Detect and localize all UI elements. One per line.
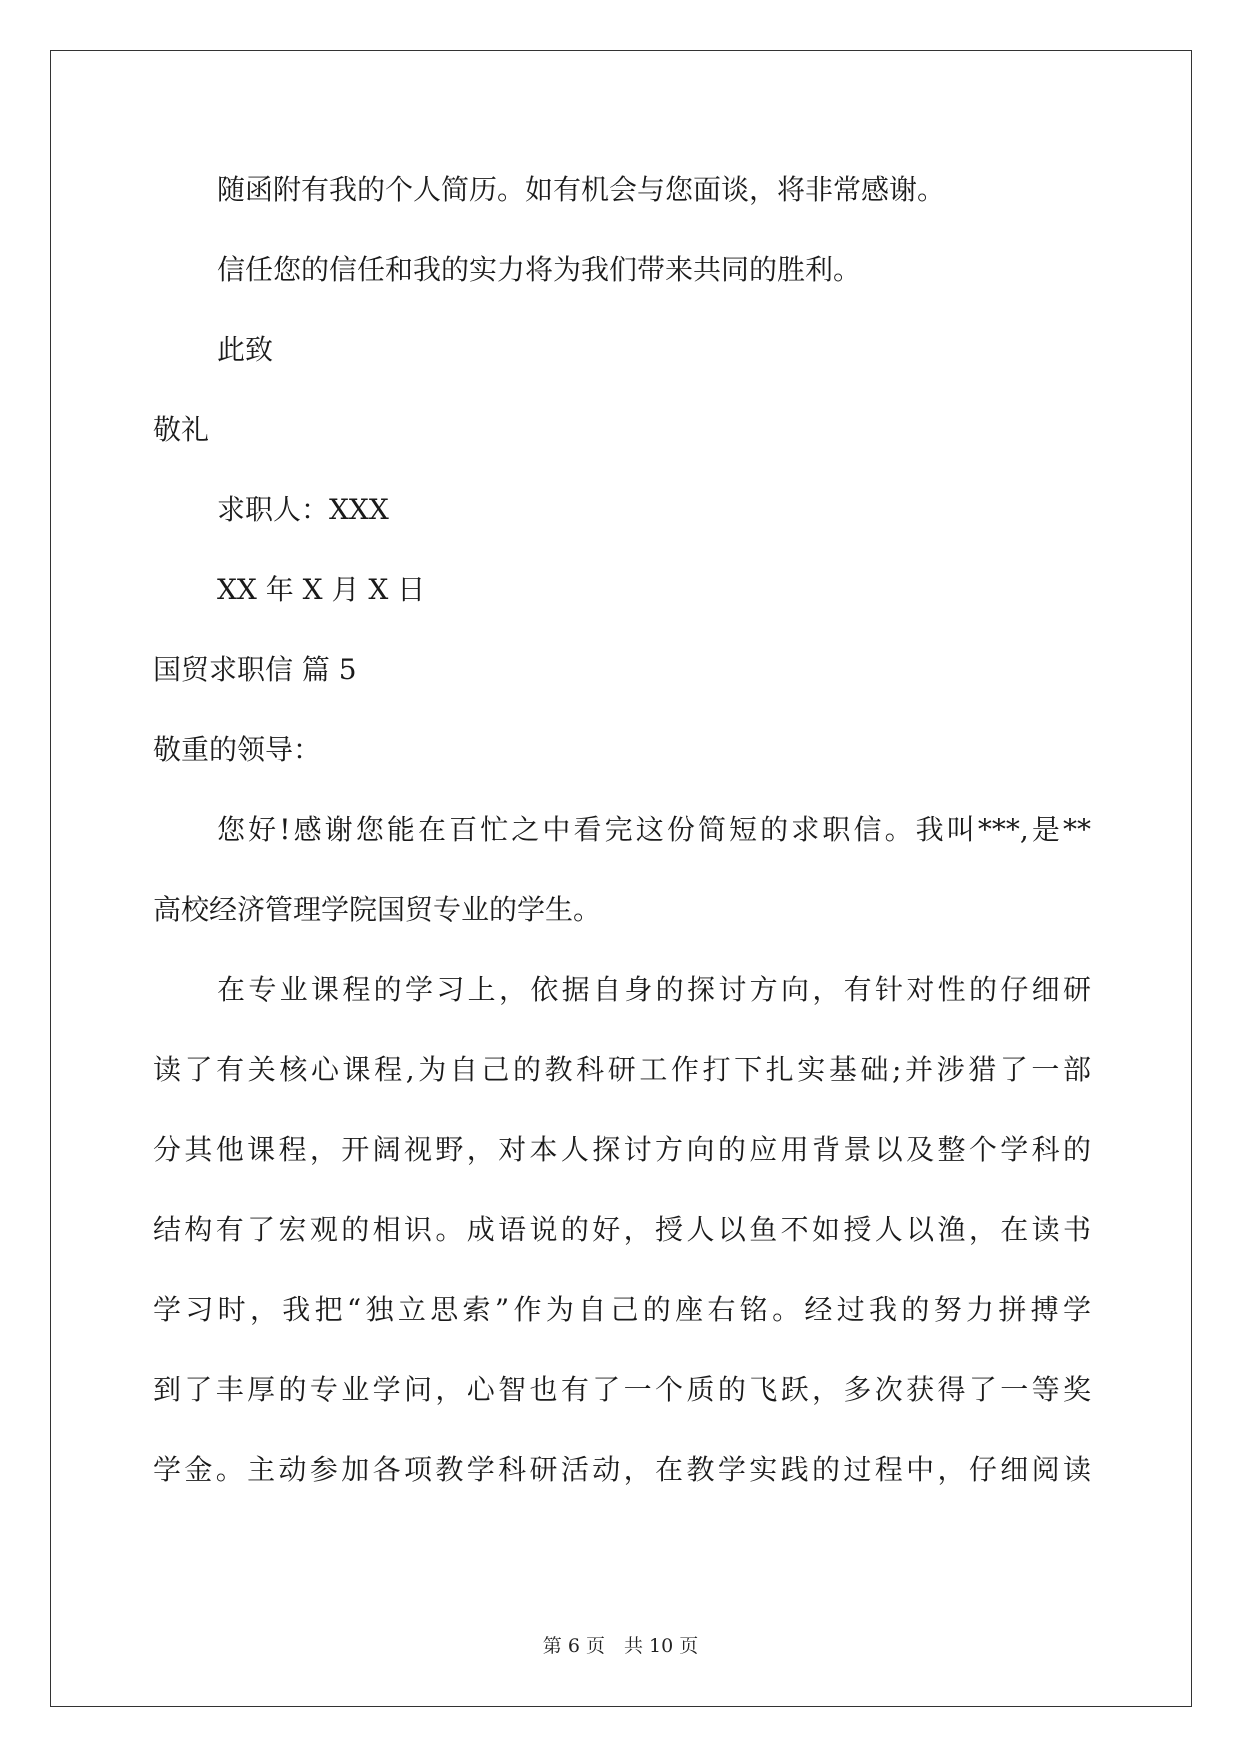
letter-greeting: 敬重的领导：	[153, 733, 322, 766]
intro-paragraph-line: 高校经济管理学院国贸专业的学生。	[153, 893, 602, 926]
study-paragraph-line: 学习时，我把“独立思索”作为自己的座右铭。经过我的努力拼搏学	[153, 1293, 1091, 1326]
study-paragraph-line: 在专业课程的学习上，依据自身的探讨方向，有针对性的仔细研	[217, 973, 1091, 1006]
applicant-signature: 求职人：XXX	[217, 493, 389, 526]
study-paragraph-line: 到了丰厚的专业学问，心智也有了一个质的飞跃，多次获得了一等奖	[153, 1373, 1091, 1406]
intro-paragraph-line: 您好!感谢您能在百忙之中看完这份简短的求职信。我叫***,是**	[217, 813, 1091, 846]
salutation-jingli: 敬礼	[153, 413, 210, 446]
study-paragraph-line: 分其他课程，开阔视野，对本人探讨方向的应用背景以及整个学科的	[153, 1133, 1091, 1166]
salutation-cizhi: 此致	[217, 333, 274, 366]
study-paragraph-line: 结构有了宏观的相识。成语说的好，授人以鱼不如授人以渔，在读书	[153, 1213, 1091, 1246]
closing-paragraph-trust: 信任您的信任和我的实力将为我们带来共同的胜利。	[217, 253, 862, 286]
closing-paragraph-resume: 随函附有我的个人简历。如有机会与您面谈，将非常感谢。	[217, 173, 946, 206]
letter-date: XX 年 X 月 X 日	[217, 573, 426, 606]
study-paragraph-line: 读了有关核心课程,为自己的教科研工作打下扎实基础;并涉猎了一部	[153, 1053, 1091, 1086]
section-heading: 国贸求职信 篇 5	[153, 653, 357, 686]
page-number-footer: 第 6 页 共 10 页	[542, 1635, 699, 1657]
study-paragraph-line: 学金。主动参加各项教学科研活动，在教学实践的过程中，仔细阅读	[153, 1453, 1091, 1486]
